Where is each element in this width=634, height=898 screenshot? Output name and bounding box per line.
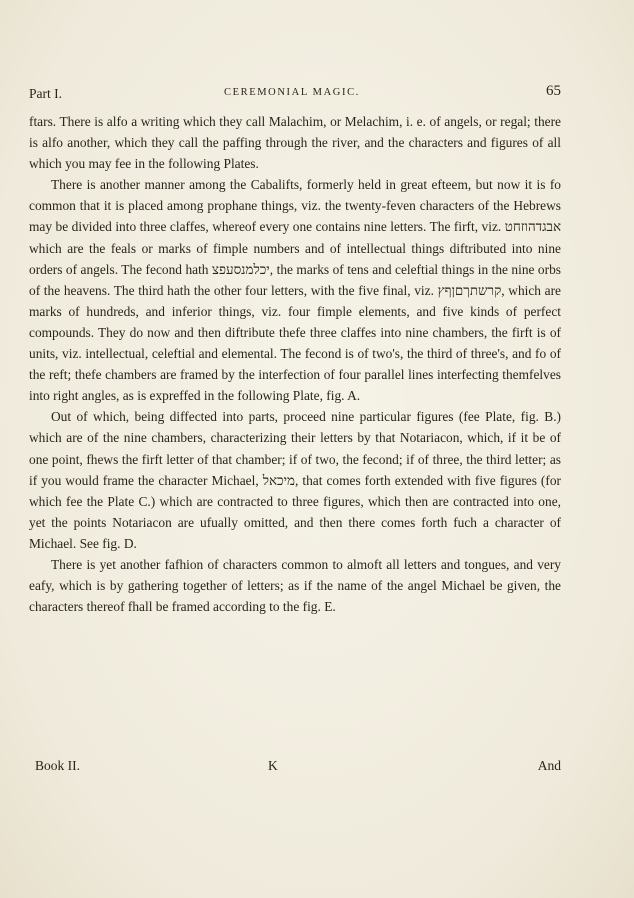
page-footer — [29, 758, 561, 778]
part-label: Part I. — [29, 86, 62, 101]
book-label: Book II. — [35, 758, 80, 773]
paragraph: There is yet another fafhion of characters common to almoft all letters and tongues, and very eafy, which is by gathering together of letters; as if the name of the angel Michael be given, the characters thereof fhall be framed according to the fig. E. — [29, 556, 561, 615]
page-number: 65 — [546, 83, 561, 99]
signature-mark: K — [268, 758, 278, 773]
paragraph: There is another manner among the Cabalifts, formerly held in great efteem, but now it is fo common that it is placed among prophane things, viz. the twenty-feven characters of the Hebrews may be divided into three claffes, whereof every one contains nine letters. The firft, viz. אבגדהוזחט which are the feals or marks of fimple numbers and of intellectual things diftributed into nine orders of angels. The fecond hath יכלמנסעפצ, the marks of tens and celeftial things in the nine orbs of the heavens. The third hath the other four letters, with the five final, viz. קרשתךםןףץ, which are marks of hundreds, and inferior things, viz. four fimple elements, and five kinds of perfect compounds. They do now and then diftribute thefe three claffes into nine chambers, the firft is of units, viz. intellectual, celeftial and elemental. The fecond is of two's, the third of three's, and fo of the reft; thefe chambers are framed by the interfection of four parallel lines interfecting themfelves into right angles, as is expreffed in the following Plate, fig. A. — [29, 177, 561, 404]
running-header — [29, 83, 561, 108]
body-text — [29, 111, 561, 617]
paragraph: Out of which, being diffected into parts, proceed nine particular figures (fee Plate, fig. B.) which are of the nine chambers, characterizing their letters by that Notariacon, which, if it be of one point, fhews the firft letter of that chamber; if of two, the fecond; if of three, the third letter; as if you would frame the character Michael, מיכאל, that comes forth extended with five figures (for which fee the Plate C.) which are contracted to three figures, which then are contracted into one, yet the points Notariacon are ufually omitted, and then there comes forth fuch a character of Michael. See fig. D. — [29, 409, 561, 551]
running-title: CEREMONIAL MAGIC. — [224, 87, 360, 98]
paragraph: ftars. There is alfo a writing which they call Malachim, or Melachim, i. e. of angels, or regal; there is alfo another, which they call the paffing through the river, and the characters and figures of all which you may fee in the following Plates. — [29, 114, 561, 172]
catchword: And — [537, 758, 561, 773]
